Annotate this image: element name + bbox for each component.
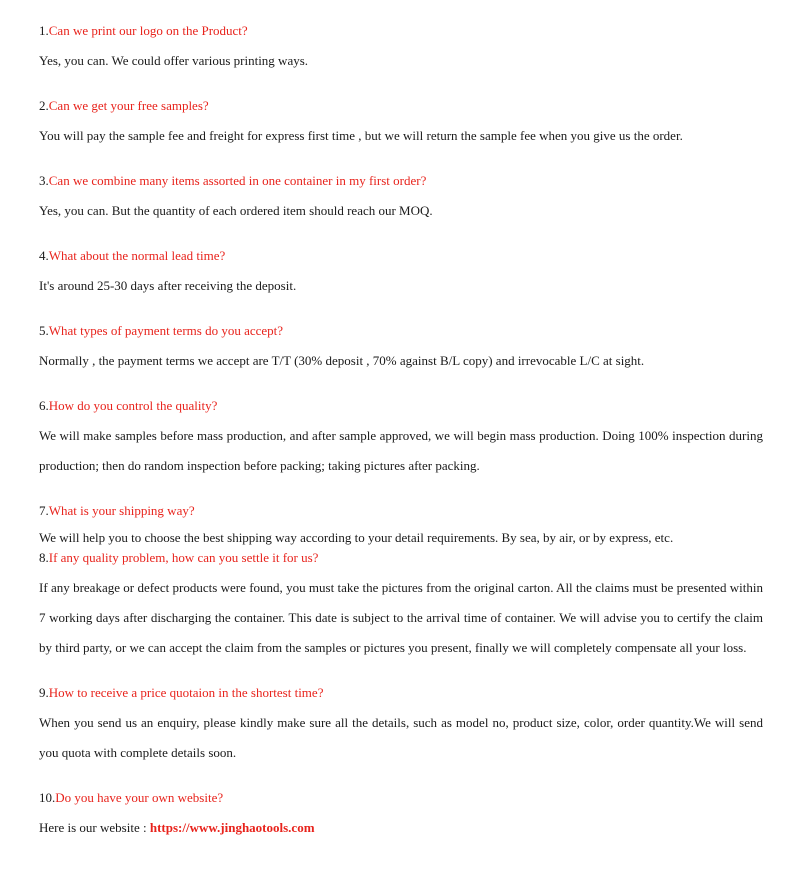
faq-answer-3: Yes, you can. But the quantity of each ordered item should reach our MOQ. [39,203,433,218]
faq-item-8 [39,545,763,663]
faq-question-number: 7. [39,503,49,518]
faq-item-6 [39,393,763,481]
faq-question-number: 10. [39,790,56,805]
faq-question-8 [39,545,763,571]
faq-question-6 [39,393,763,419]
faq-question-5 [39,318,763,344]
faq-question-text: What about the normal lead time? [48,248,226,263]
faq-question-10 [39,785,763,811]
faq-answer-10 [39,813,763,843]
faq-question-number: 4. [39,248,49,263]
faq-answer-7: We will help you to choose the best shipping way according to your detail requirements. By sea, by air, or by express, etc. [39,530,674,545]
faq-item-10 [39,785,763,843]
faq-question-number: 1. [39,23,49,38]
faq-question-text: Can we print our logo on the Product? [48,23,248,38]
website-label: Here is our website : [39,820,150,835]
faq-answer-2: You will pay the sample fee and freight for express first time , but we will return the sample fee when you give us the order. [39,128,683,143]
faq-question-2 [39,93,763,119]
faq-question-text: How to receive a price quotaion in the shortest time? [48,685,324,700]
faq-question-text: If any quality problem, how can you settle it for us? [48,550,319,565]
faq-question-number: 6. [39,398,49,413]
faq-question-3 [39,168,763,194]
faq-question-text: What types of payment terms do you accept? [48,323,284,338]
faq-question-text: Can we get your free samples? [48,98,209,113]
faq-question-number: 5. [39,323,49,338]
faq-list [39,18,763,843]
faq-question-number: 8. [39,550,49,565]
faq-item-1 [39,18,763,76]
faq-item-9 [39,680,763,768]
faq-question-number: 2. [39,98,49,113]
faq-question-number: 3. [39,173,49,188]
faq-answer-8: If any breakage or defect products were found, you must take the pictures from the original carton. All the claims must be presented within 7 working days after discharging the container. This date is subject to the arrival time of container. We will advise you to certify the claim by third party, or we can accept the claim from the samples or pictures you present, finally we will completely compensate all your loss. [39,580,763,655]
faq-answer-4: It's around 25-30 days after receiving the deposit. [39,278,297,293]
faq-answer-9: When you send us an enquiry, please kindly make sure all the details, such as model no, product size, color, order quantity.We will send you quota with complete details soon. [39,715,763,760]
faq-answer-1: Yes, you can. We could offer various printing ways. [39,53,309,68]
faq-question-1 [39,18,763,44]
faq-question-7 [39,498,763,524]
faq-item-3 [39,168,763,226]
faq-question-text: Can we combine many items assorted in one container in my first order? [48,173,427,188]
faq-answer-6: We will make samples before mass production, and after sample approved, we will begin mass production. Doing 100% inspection during production; then do random inspection before packing; taking pictures after packing. [39,428,763,473]
website-link[interactable]: https://www.jinghaotools.com [149,820,315,835]
faq-question-number: 9. [39,685,49,700]
faq-question-text: Do you have your own website? [55,790,224,805]
faq-question-4 [39,243,763,269]
faq-question-text: What is your shipping way? [48,503,195,518]
faq-item-5 [39,318,763,376]
faq-item-7 [39,498,763,545]
faq-question-9 [39,680,763,706]
faq-question-text: How do you control the quality? [48,398,218,413]
faq-item-4 [39,243,763,301]
faq-item-2 [39,93,763,151]
faq-answer-5: Normally , the payment terms we accept are T/T (30% deposit , 70% against B/L copy) and irrevocable L/C at sight. [39,353,645,368]
